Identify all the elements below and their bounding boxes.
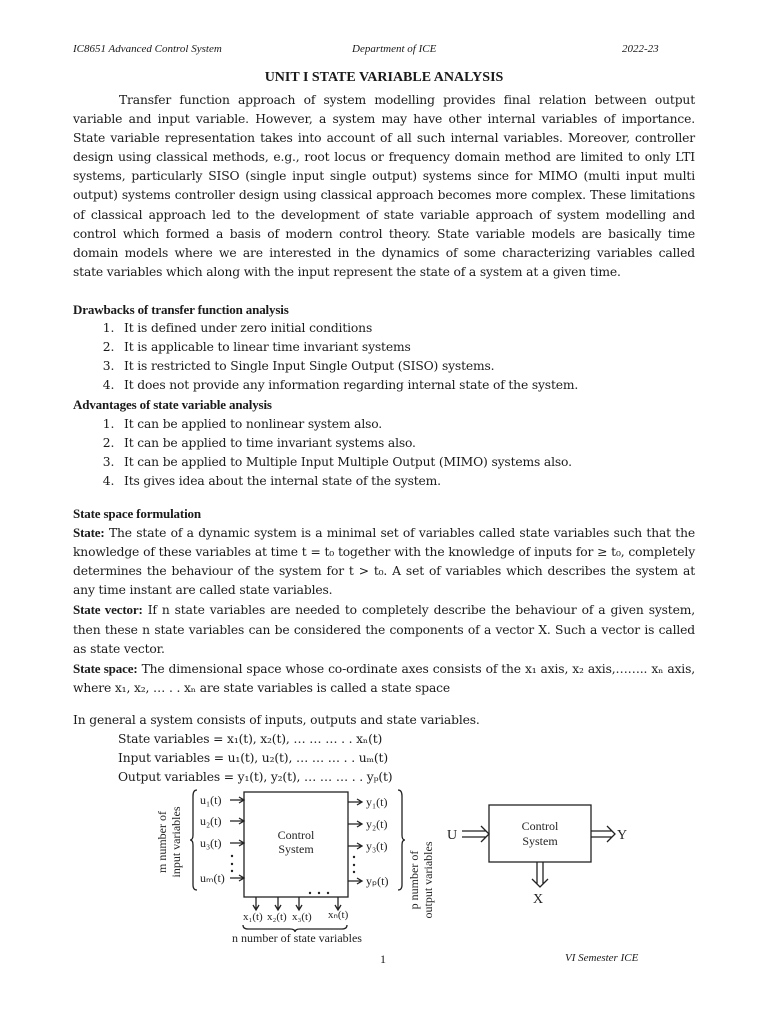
intro-paragraph: Transfer function approach of system modelling provides final relation between output variable and input variable. However, a system may have other internal variables of importance. State variable representation takes into account of all such internal variables. Moreover, controller design using classical methods, e.g., root locus or frequency domain method are limited to only LTI systems, particularly SISO (single input single output) systems since for MIMO (multi input multi output) systems controller design using classical approach becomes more complex. These limitations of classical approach led to the development of state variable approach of system modelling and control which formed a basis of modern control theory. State variable models are basically time domain models where we are interested in the dynamics of some characterizing variables called state variables which along with the input represent the state of a system at a given time. (73, 93, 695, 279)
compact-input-label: U (447, 828, 458, 843)
compact-state-label: X (533, 892, 544, 907)
state-vector-label: State vector: (73, 602, 143, 618)
output-label: y₃(t) (366, 839, 388, 853)
output-variables-equation: Output variables = y₁(t), y₂(t), … … … . . yₚ(t) (118, 770, 393, 785)
input-label: uₘ(t) (200, 871, 225, 885)
general-text: In general a system consists of inputs, outputs and state variables. (73, 713, 480, 727)
page-number: 1 (380, 952, 386, 966)
header-department: Department of ICE (352, 43, 437, 55)
advantages-heading: Advantages of state variable analysis (73, 397, 272, 413)
state-brace-label: n number of state variables (232, 931, 362, 945)
input-label: u₂(t) (200, 814, 222, 828)
state-label: x₁(t) (243, 911, 263, 923)
output-label: yₚ(t) (366, 874, 389, 888)
state-text: The state of a dynamic system is a minimal set of variables called state variables such that the knowledge of these variables at time t = t₀ together with the knowledge of inputs for ≥ t₀, completely determines the behaviour of the system for t > t₀. A set of variables which describes the system at any time instant are called state variables. (73, 526, 695, 598)
input-label: u₃(t) (200, 836, 222, 850)
list-item: 3. It can be applied to Multiple Input Multiple Output (MIMO) systems also. (118, 453, 695, 472)
header-year: 2022-23 (622, 43, 659, 55)
state-variables-equation: State variables = x₁(t), x₂(t), … … … . . xₙ(t) (118, 732, 383, 747)
state-label: x₂(t) (267, 911, 287, 923)
state-label: xₙ(t) (328, 909, 349, 921)
list-item: 1. It can be applied to nonlinear system also. (118, 415, 695, 434)
footer-semester: VI Semester ICE (565, 952, 639, 964)
state-vector-text: If n state variables are needed to completely describe the behaviour of a given system, then these n state variables can be considered the components of a vector X. Such a vector is called as state vector. (73, 603, 695, 656)
output-label: y₂(t) (366, 817, 388, 831)
page-title: UNIT I STATE VARIABLE ANALYSIS (264, 70, 504, 85)
output-brace-label-line1: p number of (407, 850, 421, 910)
output-brace-label-line2: output variables (421, 841, 435, 919)
formulation-heading: State space formulation (73, 506, 201, 521)
input-label: u₁(t) (200, 793, 222, 807)
state-space-label: State space: (73, 660, 138, 676)
list-item: 3. It is restricted to Single Input Single Output (SISO) systems. (118, 357, 695, 376)
state-label: State: (73, 525, 105, 541)
list-item: 4. It does not provide any information regarding internal state of the system. (118, 376, 695, 395)
box-label-line1: Control (277, 828, 315, 842)
output-label: y₁(t) (366, 795, 388, 809)
list-item: 2. It can be applied to time invariant systems also. (118, 434, 695, 453)
input-variables-equation: Input variables = u₁(t), u₂(t), … … … . . uₘ(t) (118, 751, 388, 766)
state-label: x₃(t) (292, 911, 312, 923)
box-label-line2: System (278, 842, 314, 856)
input-brace-label-line2: input variables (169, 806, 183, 878)
list-item: 2. It is applicable to linear time invariant systems (118, 338, 695, 357)
compact-box-label-line1: Control (521, 819, 559, 833)
drawbacks-heading: Drawbacks of transfer function analysis (73, 302, 289, 317)
list-item: 4. Its gives idea about the internal state of the system. (118, 472, 695, 491)
state-space-text: The dimensional space whose co-ordinate axes consists of the x₁ axis, x₂ axis,…….. xₙ axis, where x₁, x₂, … . . xₙ are state variables is called a state space (73, 661, 695, 695)
input-brace-label-line1: m number of (155, 811, 169, 873)
compact-box-label-line2: System (522, 834, 558, 848)
list-item: 1. It is defined under zero initial conditions (118, 319, 695, 338)
compact-output-label: Y (617, 828, 628, 843)
header-course: IC8651 Advanced Control System (73, 43, 222, 55)
